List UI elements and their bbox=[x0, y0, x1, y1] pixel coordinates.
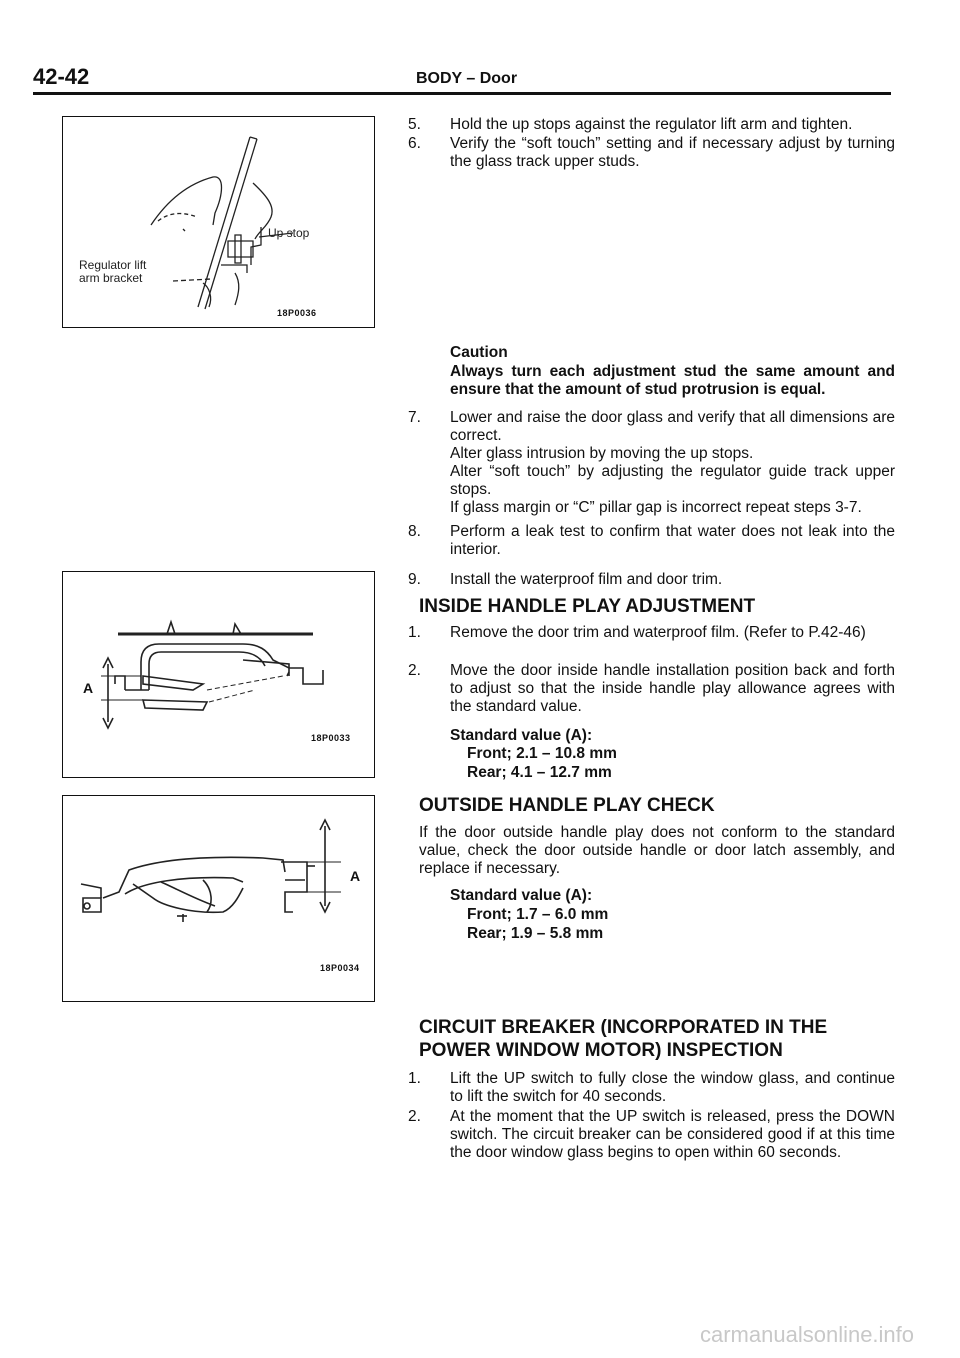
dimension-a-label: A bbox=[350, 868, 361, 884]
callout-up-stop: Up stop bbox=[268, 226, 310, 240]
header-rule bbox=[33, 92, 891, 95]
page-number: 42-42 bbox=[33, 64, 90, 89]
step-number: 1. bbox=[408, 624, 421, 641]
section-title: BODY – Door bbox=[416, 70, 518, 87]
step-6 bbox=[408, 135, 895, 171]
step-7-line: Lower and raise the door glass and verify that all dimensions are correct. bbox=[450, 409, 895, 444]
figure-regulator-upstop bbox=[62, 116, 375, 328]
step-5 bbox=[408, 116, 895, 134]
callout-regulator-lift-arm-bracket: Regulator lift arm bracket bbox=[79, 258, 147, 285]
step-number: 2. bbox=[408, 1108, 421, 1125]
step-text: Verify the “soft touch” setting and if necessary adjust by turning the glass track upper studs. bbox=[450, 135, 895, 170]
inside-standard-front: Front; 2.1 – 10.8 mm bbox=[467, 745, 617, 762]
inside-handle-heading: INSIDE HANDLE PLAY ADJUSTMENT bbox=[419, 596, 756, 617]
regulator-upstop-drawing bbox=[63, 117, 374, 327]
step-9 bbox=[408, 571, 895, 589]
inside-handle-drawing bbox=[63, 572, 374, 777]
circuit-breaker-heading-line-1: CIRCUIT BREAKER (INCORPORATED IN THE bbox=[419, 1017, 828, 1038]
step-7-line: Alter “soft touch” by adjusting the regulator guide track upper stops. bbox=[450, 463, 895, 498]
inside-step-1 bbox=[408, 624, 895, 642]
figure-code: 18P0034 bbox=[320, 963, 360, 973]
step-number: 2. bbox=[408, 662, 421, 679]
step-text: Remove the door trim and waterproof film. (Refer to P.42-46) bbox=[450, 624, 866, 641]
step-text: Perform a leak test to confirm that water does not leak into the interior. bbox=[450, 523, 895, 558]
step-number: 8. bbox=[408, 523, 421, 540]
circuit-step-1 bbox=[408, 1070, 895, 1106]
step-7 bbox=[408, 409, 895, 517]
outside-handle-heading: OUTSIDE HANDLE PLAY CHECK bbox=[419, 795, 715, 816]
outside-standard-rear: Rear; 1.9 – 5.8 mm bbox=[467, 925, 604, 942]
step-7-line: If glass margin or “C” pillar gap is incorrect repeat steps 3-7. bbox=[450, 499, 862, 516]
outside-handle-body: If the door outside handle play does not conform to the standard value, check the door outside handle or door latch assembly, and replace if necessary. bbox=[419, 824, 895, 877]
figure-outside-handle bbox=[62, 795, 375, 1002]
circuit-step-2 bbox=[408, 1108, 895, 1162]
caution-title: Caution bbox=[450, 344, 508, 361]
caution-body: Always turn each adjustment stud the same amount and ensure that the amount of stud protrusion is equal. bbox=[450, 363, 895, 398]
step-text: Hold the up stops against the regulator lift arm and tighten. bbox=[450, 116, 853, 133]
dimension-a-label: A bbox=[83, 680, 94, 696]
step-text: Lift the UP switch to fully close the window glass, and continue to lift the switch for 40 seconds. bbox=[450, 1070, 895, 1105]
step-text: At the moment that the UP switch is released, press the DOWN switch. The circuit breaker can be considered good if at this time the door window glass begins to open within 60 seconds. bbox=[450, 1108, 895, 1161]
step-number: 5. bbox=[408, 116, 421, 133]
step-text: Move the door inside handle installation position back and forth to adjust so that the inside handle play allowance agrees with the standard value. bbox=[450, 662, 895, 715]
step-text bbox=[450, 409, 895, 517]
step-7-line: Alter glass intrusion by moving the up stops. bbox=[450, 445, 754, 462]
circuit-breaker-heading-line-2: POWER WINDOW MOTOR) INSPECTION bbox=[419, 1040, 783, 1061]
step-number: 6. bbox=[408, 135, 421, 152]
step-number: 7. bbox=[408, 409, 421, 426]
outside-standard-front: Front; 1.7 – 6.0 mm bbox=[467, 906, 609, 923]
inside-standard-rear: Rear; 4.1 – 12.7 mm bbox=[467, 764, 612, 781]
step-number: 1. bbox=[408, 1070, 421, 1087]
inside-step-2 bbox=[408, 662, 895, 716]
outside-standard-label: Standard value (A): bbox=[450, 887, 593, 904]
figure-code: 18P0036 bbox=[277, 308, 317, 318]
figure-inside-handle bbox=[62, 571, 375, 778]
step-8 bbox=[408, 523, 895, 559]
step-text: Install the waterproof film and door trim. bbox=[450, 571, 723, 588]
step-number: 9. bbox=[408, 571, 421, 588]
inside-standard-label: Standard value (A): bbox=[450, 727, 593, 744]
figure-code: 18P0033 bbox=[311, 733, 351, 743]
watermark: carmanualsonline.info bbox=[700, 1322, 915, 1347]
